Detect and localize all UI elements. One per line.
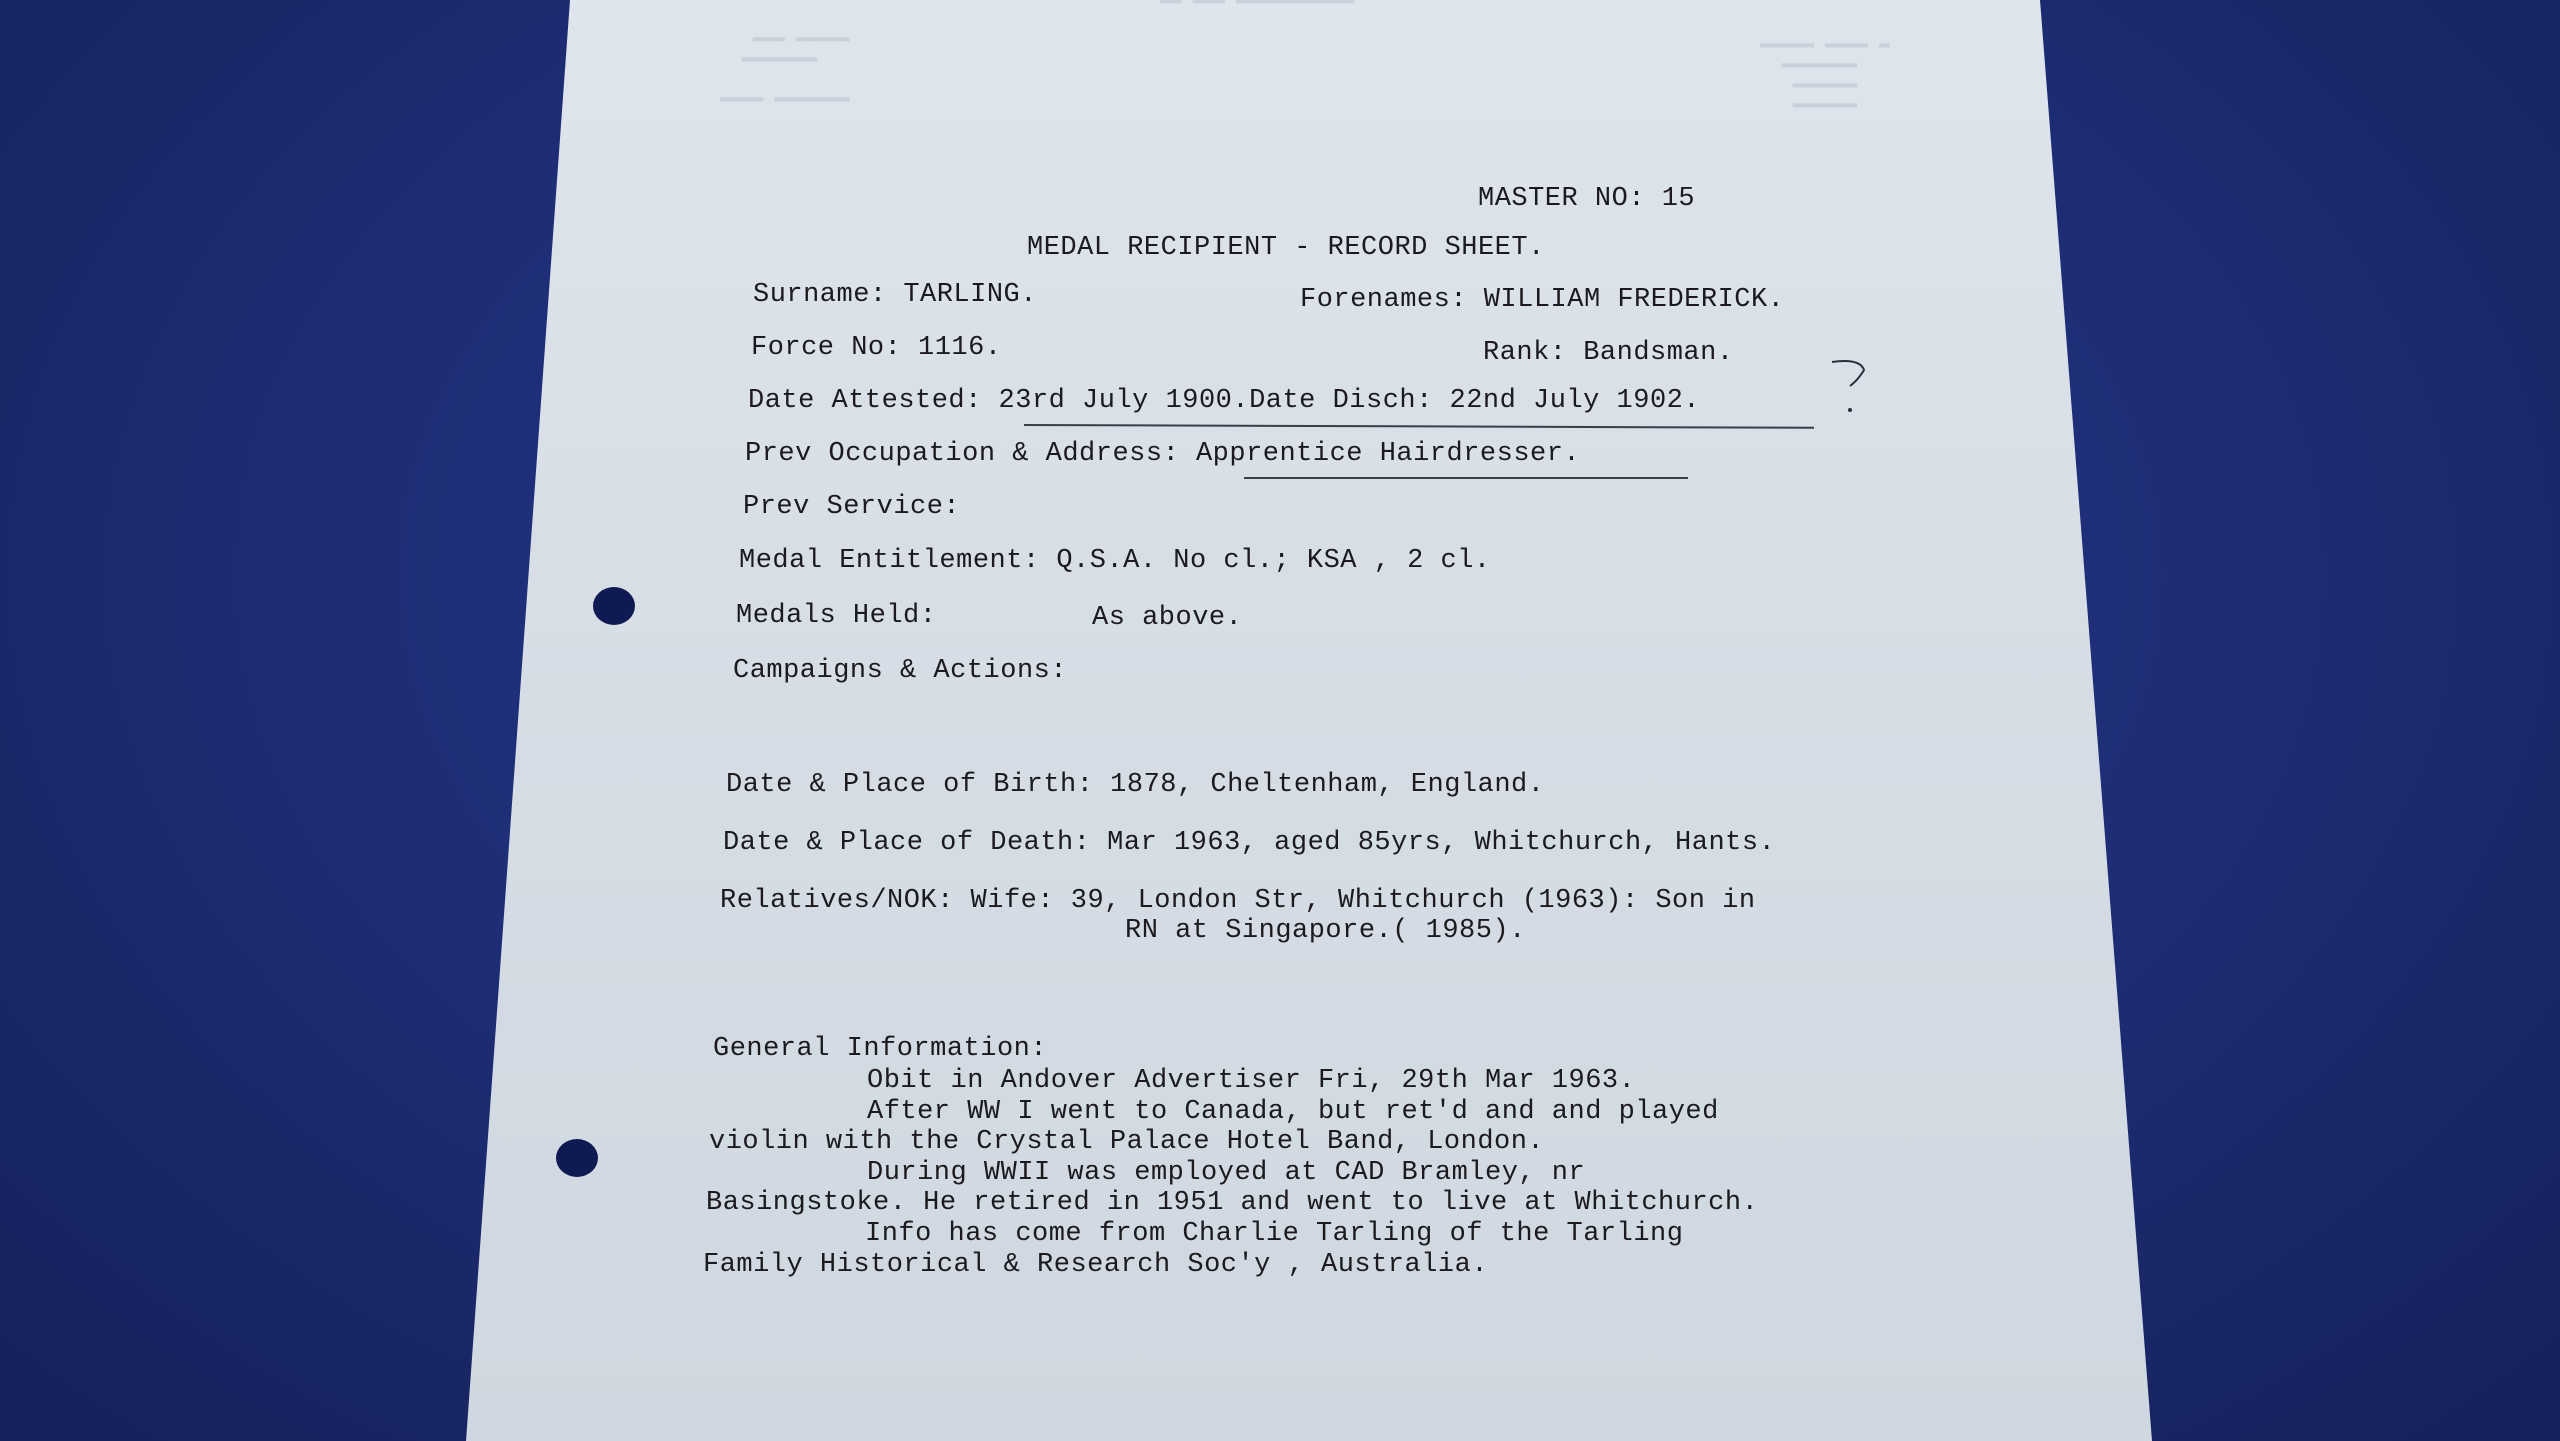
general-info-line: After WW I went to Canada, but ret'd and and played: [867, 1097, 1719, 1127]
prev-occupation-underline: [1244, 477, 1688, 479]
punch-hole-bottom: [556, 1139, 598, 1177]
general-info-line: During WWII was employed at CAD Bramley, nr: [867, 1158, 1586, 1188]
general-info-label: General Information:: [713, 1034, 1048, 1064]
rank-field: Rank: Bandsman.: [1483, 338, 1734, 368]
relatives-field-line1: Relatives/NOK: Wife: 39, London Str, Whitchurch (1963): Son in: [720, 886, 1756, 916]
birth-field: Date & Place of Birth: 1878, Cheltenham, England.: [726, 770, 1545, 800]
death-field: Date & Place of Death: Mar 1963, aged 85yrs, Whitchurch, Hants.: [723, 828, 1776, 858]
show-through-letterhead-left: ▬▬▬▬▬ ▬▬▬ ▬▬▬▬▬▬▬ ▬▬▬▬▬▬▬ ▬▬▬▬: [720, 28, 850, 108]
forenames-field: Forenames: WILLIAM FREDERICK.: [1300, 285, 1785, 315]
general-info-line: violin with the Crystal Palace Hotel Band, London.: [709, 1127, 1545, 1157]
pen-mark: [1820, 350, 1880, 420]
show-through-letterhead-right: ▬ ▬▬▬▬ ▬▬▬▬▬ ▬▬▬▬▬▬▬ ▬▬▬▬▬▬ ▬▬▬▬▬▬: [1760, 34, 1890, 114]
general-info-line: Basingstoke. He retired in 1951 and went to live at Whitchurch.: [706, 1188, 1759, 1218]
force-number-field: Force No: 1116.: [751, 333, 1002, 363]
general-info-line: Info has come from Charlie Tarling of the Tarling: [865, 1219, 1684, 1249]
medal-entitlement-field: Medal Entitlement: Q.S.A. No cl.; KSA , 2 cl.: [739, 546, 1491, 576]
relatives-field-line2: RN at Singapore.( 1985).: [1125, 916, 1526, 946]
master-number: MASTER NO: 15: [1478, 184, 1696, 214]
medals-held-label: Medals Held:: [736, 601, 937, 631]
show-through-letterhead-top: ▬▬▬▬▬▬▬▬▬▬▬ ▬▬▬ ▬▬: [1160, 0, 1355, 10]
date-attested-field: Date Attested: 23rd July 1900.Date Disch: 22nd July 1902.: [748, 386, 1701, 416]
general-info-line: Family Historical & Research Soc'y , Australia.: [703, 1250, 1489, 1280]
prev-service-field: Prev Service:: [743, 492, 961, 522]
general-info-line: Obit in Andover Advertiser Fri, 29th Mar 1963.: [867, 1066, 1636, 1096]
prev-occupation-field: Prev Occupation & Address: Apprentice Hairdresser.: [745, 439, 1581, 469]
punch-hole-top: [593, 587, 635, 625]
surname-field: Surname: TARLING.: [753, 280, 1037, 310]
medals-held-value: As above.: [1092, 603, 1243, 633]
sheet-title: MEDAL RECIPIENT - RECORD SHEET.: [1027, 233, 1545, 263]
campaigns-field: Campaigns & Actions:: [733, 656, 1068, 686]
